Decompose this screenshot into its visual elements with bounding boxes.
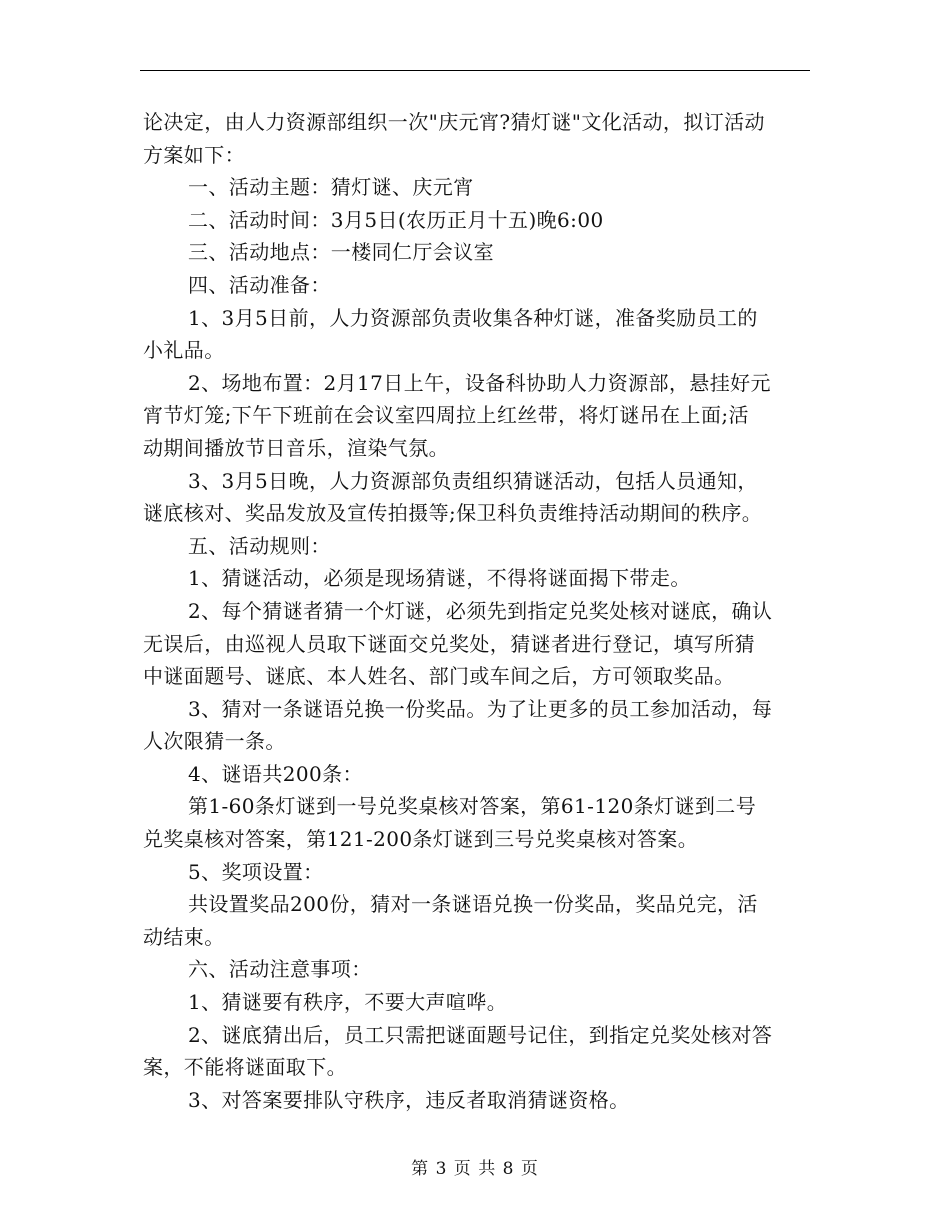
section-heading: 五、活动规则： (188, 533, 331, 558)
section-heading: 三、活动地点：一楼同仁厅会议室 (188, 240, 494, 265)
page-footer: 第 3 页 共 8 页 (411, 1159, 539, 1179)
paragraph-line: 共设置奖品200份，猜对一条谜语兑换一份奖品，奖品兑完，活 (188, 892, 758, 917)
paragraph-line: 动期间播放节日音乐，渲染气氛。 (143, 435, 449, 460)
paragraph-line: 谜底核对、奖品发放及宣传拍摄等;保卫科负责维持活动期间的秩序。 (143, 501, 763, 526)
paragraph-line: 方案如下： (143, 142, 245, 167)
paragraph-line: 4、谜语共200条： (188, 761, 363, 786)
paragraph-line: 3、3月5日晚，人力资源部负责组织猜谜活动，包括人员通知， (188, 468, 758, 493)
paragraph-line: 3、对答案要排队守秩序，违反者取消猜谜资格。 (188, 1087, 630, 1112)
paragraph-line: 1、猜谜要有秩序，不要大声喧哗。 (188, 990, 508, 1015)
paragraph-line: 动结束。 (143, 924, 225, 949)
paragraph-line: 2、场地布置：2月17日上午，设备科协助人力资源部，悬挂好元 (188, 370, 771, 395)
paragraph-line: 无误后，由巡视人员取下谜面交兑奖处，猜谜者进行登记，填写所猜 (143, 631, 755, 656)
paragraph-line: 人次限猜一条。 (143, 729, 286, 754)
paragraph-line: 1、猜谜活动，必须是现场猜谜，不得将谜面揭下带走。 (188, 566, 691, 591)
paragraph-line: 论决定，由人力资源部组织一次"庆元宵?猜灯谜"文化活动，拟订活动 (143, 110, 765, 134)
paragraph-line: 1、3月5日前，人力资源部负责收集各种灯谜，准备奖励员工的 (188, 305, 758, 330)
paragraph-line: 小礼品。 (143, 338, 225, 363)
header-rule (140, 70, 810, 71)
paragraph-line: 中谜面题号、谜底、本人姓名、部门或车间之后，方可领取奖品。 (143, 664, 735, 689)
paragraph-line: 2、每个猜谜者猜一个灯谜，必须先到指定兑奖处核对谜底，确认 (188, 598, 773, 623)
paragraph-line: 宵节灯笼;下午下班前在会议室四周拉上红丝带，将灯谜吊在上面;活 (143, 403, 749, 428)
paragraph-line: 2、谜底猜出后，员工只需把谜面题号记住，到指定兑奖处核对答 (188, 1022, 773, 1047)
paragraph-line: 3、猜对一条谜语兑换一份奖品。为了让更多的员工参加活动，每 (188, 696, 773, 721)
document-body (143, 106, 811, 1116)
paragraph-line: 兑奖桌核对答案，第121-200条灯谜到三号兑奖桌核对答案。 (143, 827, 699, 852)
paragraph-line: 5、奖项设置： (188, 859, 324, 884)
section-heading: 一、活动主题：猜灯谜、庆元宵 (188, 175, 474, 200)
section-heading: 四、活动准备： (188, 272, 331, 297)
section-heading: 二、活动时间：3月5日(农历正月十五)晚6:00 (188, 207, 604, 232)
paragraph-line: 案，不能将谜面取下。 (143, 1055, 347, 1080)
section-heading: 六、活动注意事项： (188, 957, 372, 982)
paragraph-line: 第1-60条灯谜到一号兑奖桌核对答案，第61-120条灯谜到二号 (188, 794, 757, 819)
